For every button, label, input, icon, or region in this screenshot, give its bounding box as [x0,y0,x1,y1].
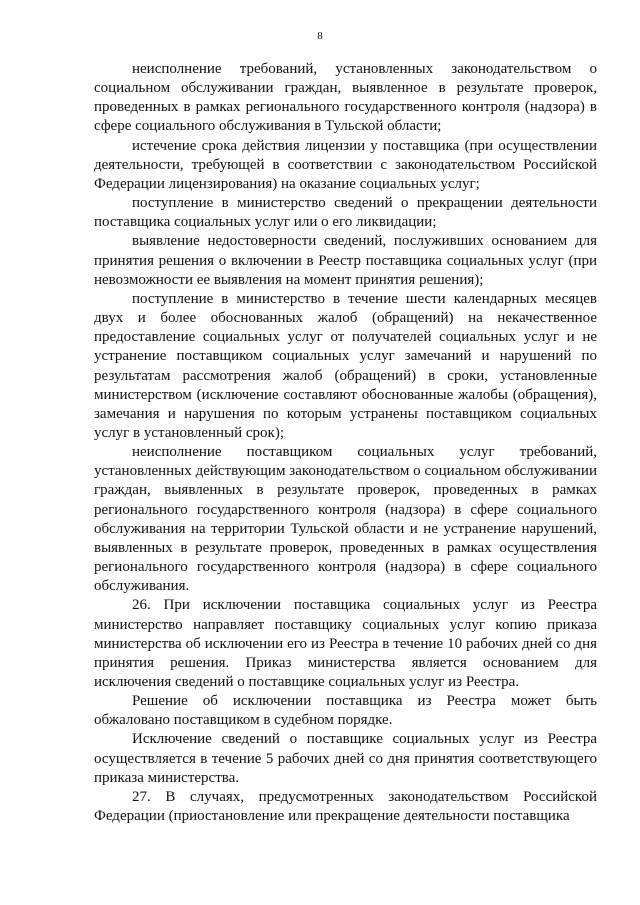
paragraph-license-expiry: истечение срока действия лицензии у поставщика (при осуществлении деятельности, требующей в соответствии с законодательством Российской Федерации лицензирования) на оказание социальных услуг; [94,137,597,192]
paragraph-complaints: поступление в министерство в течение шести календарных месяцев двух и более обоснованных жалоб (обращений) на некачественное предоставление социальных услуг от получателей социальных услуг и не устранение поставщиком социальных услуг замечаний и нарушений по результатам рассмотрения жалоб (обращений) в сроки, установленные министерством (исключение составляют обоснованные жалобы (обращения), замечания и нарушения по которым устранены поставщиком социальных услуг в установленный срок); [94,290,597,441]
paragraph-termination-info: поступление в министерство сведений о прекращении деятельности поставщика социальных услуг или о его ликвидации; [94,195,597,231]
paragraph-appeal: Решение об исключении поставщика из Реестра может быть обжаловано поставщиком в судебном порядке. [94,693,597,729]
paragraph-item-27: 27. В случаях, предусмотренных законодательством Российской Федерации (приостановление или прекращение деятельности поставщика [94,788,597,825]
paragraph-noncompliance-requirements: неисполнение требований, установленных законодательством о социальном обслуживании граждан, выявленное в результате проверок, проведенных в рамках регионального государственного контроля (надзора) в сфере социального обслуживания в Тульской области; [94,61,597,135]
paragraph-item-26: 26. При исключении поставщика социальных услуг из Реестра министерство направляет поставщику социальных услуг копию приказа министерства об исключении его из Реестра в течение 10 рабочих дней со дня принятия решения. Приказ министерства является основанием для исключения сведений о поставщике социальных услуг из Реестра. [94,597,597,690]
paragraph-exclusion-term: Исключение сведений о поставщике социальных услуг из Реестра осуществляется в течение 5 рабочих дней со дня принятия соответствующего приказа министерства. [94,731,597,786]
paragraph-inaccurate-info: выявление недостоверности сведений, послуживших основанием для принятия решения о включении в Реестр поставщика социальных услуг (при невозможности ее выявления на момент принятия решения); [94,233,597,288]
paragraph-provider-noncompliance: неисполнение поставщиком социальных услуг требований, установленных действующим законодательством о социальном обслуживании граждан, выявленных в результате проверок, проведенных в рамках регионального государственного контроля (надзора) в сфере социального обслуживания на территории Тульской области и не устранение нарушений, выявленных в результате проверок, проведенных в рамках осуществления регионального государственного контроля (надзора) в сфере социального обслуживания. [94,444,597,595]
document-body [94,60,597,826]
page-number: 8 [317,30,323,42]
